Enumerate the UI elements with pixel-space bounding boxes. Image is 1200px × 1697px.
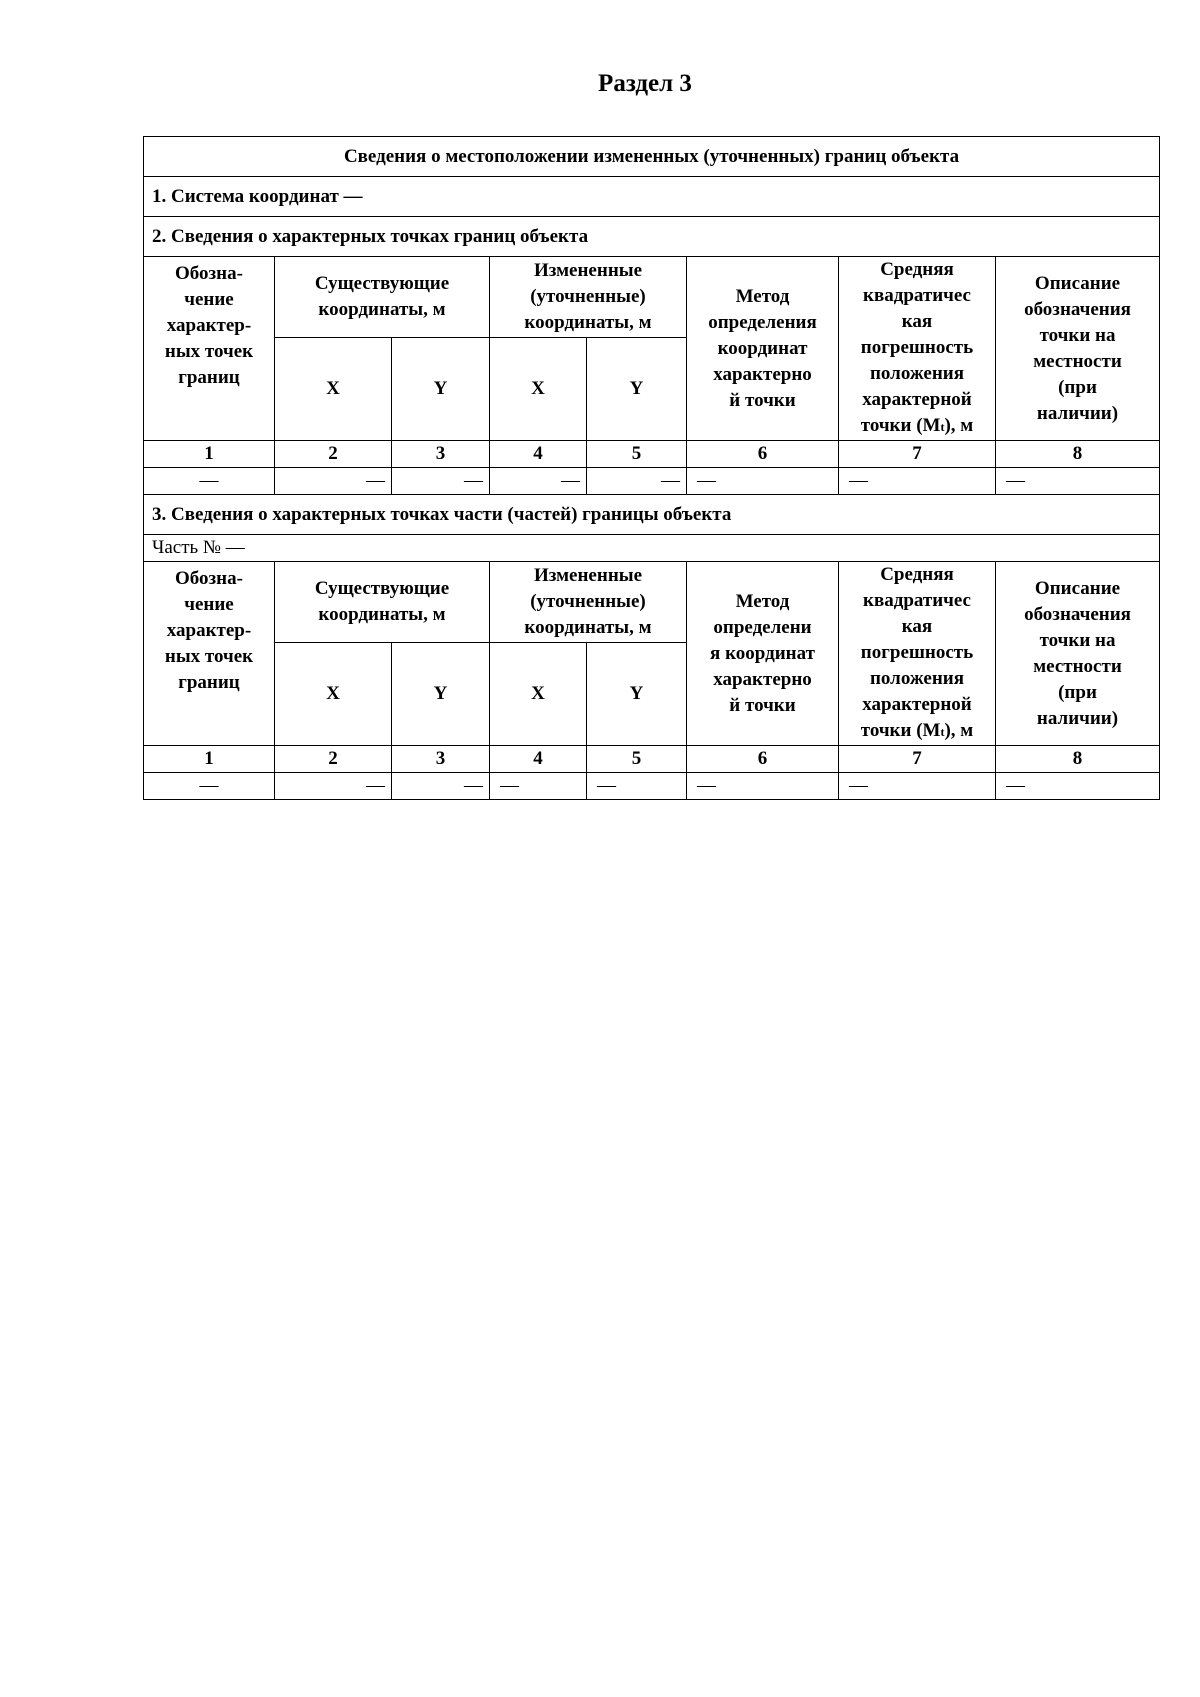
section-3-heading: 3. Сведения о характерных точках части (частей) границы объекта bbox=[144, 495, 1160, 535]
column-number: 6 bbox=[687, 441, 839, 468]
header-changed-y: Y bbox=[587, 338, 687, 441]
header-description: Описание обозначения точки на местности (при наличии) bbox=[996, 562, 1160, 746]
table-cell: — bbox=[490, 468, 587, 495]
table-title: Сведения о местоположении измененных (уточненных) границ объекта bbox=[144, 137, 1160, 177]
column-number: 6 bbox=[687, 746, 839, 773]
table-cell: — bbox=[144, 468, 275, 495]
table-cell: — bbox=[996, 773, 1160, 800]
header-existing-coordinates: Существующие координаты, м bbox=[275, 257, 490, 338]
table-cell: — bbox=[587, 773, 687, 800]
table-cell: — bbox=[392, 468, 490, 495]
section-1-coordinate-system: 1. Система координат — bbox=[144, 177, 1160, 217]
table-cell: — bbox=[587, 468, 687, 495]
table-cell: — bbox=[144, 773, 275, 800]
header-method: Метод определения координат характерно й точки bbox=[687, 257, 839, 441]
column-number: 4 bbox=[490, 746, 587, 773]
table-cell: — bbox=[275, 773, 392, 800]
column-number: 3 bbox=[392, 746, 490, 773]
header-point-designation: Обозна- чение характер- ных точек границ bbox=[144, 562, 275, 746]
header-mean-square-error: Средняя квадратичес кая погрешность положения характерной точки (Mt), м bbox=[839, 562, 996, 746]
header-method: Метод определени я координат характерно й точки bbox=[687, 562, 839, 746]
table-cell: — bbox=[490, 773, 587, 800]
header-changed-y: Y bbox=[587, 643, 687, 746]
table-cell: — bbox=[839, 468, 996, 495]
column-number: 2 bbox=[275, 746, 392, 773]
column-number-row bbox=[144, 441, 1160, 468]
header-description: Описание обозначения точки на местности (при наличии) bbox=[996, 257, 1160, 441]
column-number: 4 bbox=[490, 441, 587, 468]
column-number: 2 bbox=[275, 441, 392, 468]
column-number-row bbox=[144, 746, 1160, 773]
header-changed-x: X bbox=[490, 643, 587, 746]
header-existing-y: Y bbox=[392, 338, 490, 441]
table-cell: — bbox=[996, 468, 1160, 495]
column-number: 7 bbox=[839, 441, 996, 468]
header-existing-x: X bbox=[275, 643, 392, 746]
column-number: 7 bbox=[839, 746, 996, 773]
table-row bbox=[144, 773, 1160, 800]
header-changed-x: X bbox=[490, 338, 587, 441]
header-existing-x: X bbox=[275, 338, 392, 441]
header-changed-coordinates: Измененные (уточненные) координаты, м bbox=[490, 562, 687, 643]
part-number-label: Часть № — bbox=[144, 535, 1160, 562]
column-number: 1 bbox=[144, 441, 275, 468]
table-cell: — bbox=[275, 468, 392, 495]
header-changed-coordinates: Измененные (уточненные) координаты, м bbox=[490, 257, 687, 338]
column-number: 5 bbox=[587, 746, 687, 773]
column-number: 1 bbox=[144, 746, 275, 773]
section-2-heading: 2. Сведения о характерных точках границ объекта bbox=[144, 217, 1160, 257]
boundary-table bbox=[143, 136, 1160, 800]
header-point-designation: Обозна- чение характер- ных точек границ bbox=[144, 257, 275, 441]
page-title: Раздел 3 bbox=[598, 70, 692, 97]
table-cell: — bbox=[687, 773, 839, 800]
table-cell: — bbox=[839, 773, 996, 800]
table-cell: — bbox=[687, 468, 839, 495]
table-cell: — bbox=[392, 773, 490, 800]
header-existing-coordinates: Существующие координаты, м bbox=[275, 562, 490, 643]
header-mean-square-error: Средняя квадратичес кая погрешность положения характерной точки (Mt), м bbox=[839, 257, 996, 441]
column-number: 3 bbox=[392, 441, 490, 468]
header-existing-y: Y bbox=[392, 643, 490, 746]
table-row bbox=[144, 468, 1160, 495]
column-number: 5 bbox=[587, 441, 687, 468]
column-number: 8 bbox=[996, 746, 1160, 773]
column-number: 8 bbox=[996, 441, 1160, 468]
